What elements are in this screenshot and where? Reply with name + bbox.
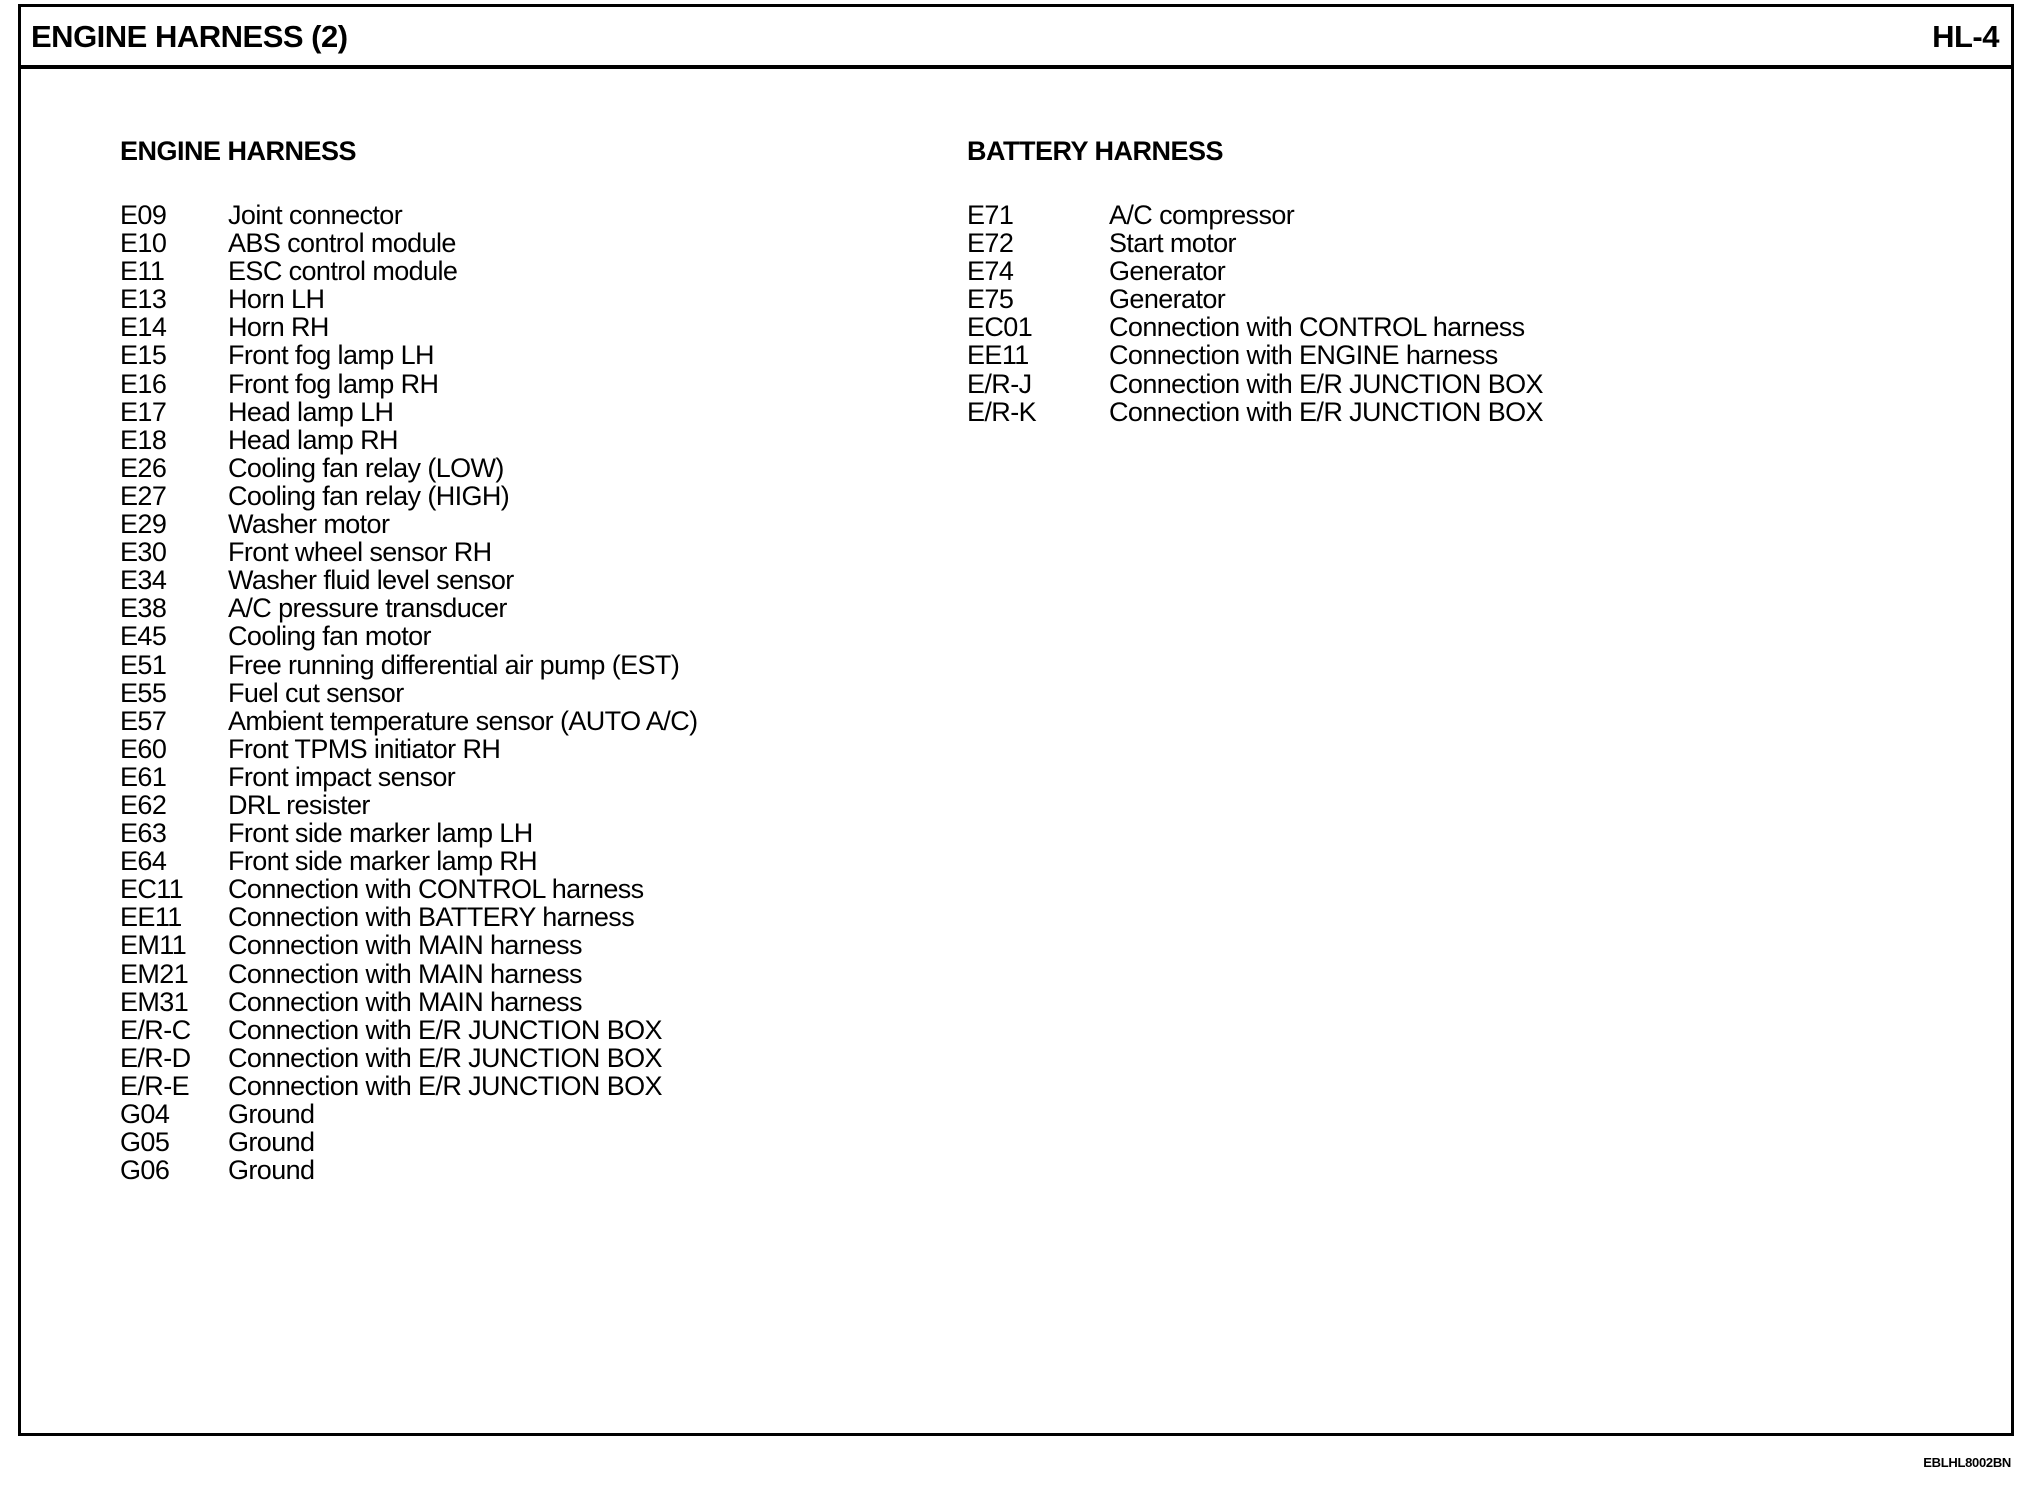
- connector-code: E27: [120, 480, 167, 511]
- connector-code: E/R-J: [967, 368, 1032, 399]
- connector-description: Cooling fan relay (LOW): [228, 452, 504, 483]
- connector-row: [120, 594, 697, 622]
- connector-description: Connection with ENGINE harness: [1109, 340, 1498, 371]
- connector-code: EC01: [967, 312, 1033, 343]
- connector-description: Ground: [228, 1099, 315, 1129]
- battery-harness-section: [967, 136, 1543, 426]
- connector-row: [120, 538, 697, 566]
- connector-row: [967, 257, 1543, 285]
- connector-code: E61: [120, 761, 167, 792]
- connector-description: Connection with E/R JUNCTION BOX: [1109, 368, 1543, 399]
- connector-description: ABS control module: [228, 228, 456, 259]
- connector-row: [967, 398, 1543, 426]
- connector-row: [120, 370, 697, 398]
- connector-code: E64: [120, 846, 167, 877]
- connector-code: E62: [120, 789, 167, 820]
- connector-code: E26: [120, 452, 167, 483]
- connector-description: Connection with MAIN harness: [228, 958, 582, 989]
- connector-description: Free running differential air pump (EST): [228, 649, 680, 680]
- battery-harness-list: [967, 201, 1543, 426]
- connector-row: [120, 313, 697, 341]
- connector-row: [120, 1044, 697, 1072]
- connector-row: [120, 229, 697, 257]
- connector-code: E60: [120, 733, 167, 764]
- engine-harness-heading: ENGINE HARNESS: [120, 136, 357, 166]
- connector-description: Generator: [1109, 256, 1226, 287]
- connector-row: [120, 988, 697, 1016]
- connector-row: [120, 875, 697, 903]
- connector-code: EE11: [120, 902, 182, 933]
- connector-row: [967, 229, 1543, 257]
- connector-description: Washer motor: [228, 509, 390, 540]
- connector-code: G05: [120, 1127, 170, 1158]
- connector-description: Connection with E/R JUNCTION BOX: [228, 1014, 662, 1045]
- connector-description: Front fog lamp LH: [228, 340, 434, 371]
- connector-code: E63: [120, 818, 167, 849]
- connector-row: [120, 257, 697, 285]
- connector-code: E/R-K: [967, 396, 1037, 427]
- connector-row: [120, 622, 697, 650]
- connector-description: Start motor: [1109, 228, 1236, 259]
- connector-description: Front side marker lamp LH: [228, 818, 533, 849]
- connector-row: [120, 960, 697, 988]
- connector-description: Ambient temperature sensor (AUTO A/C): [228, 705, 698, 736]
- connector-row: [120, 454, 697, 482]
- connector-code: E72: [967, 228, 1014, 259]
- connector-row: [120, 426, 697, 454]
- connector-description: A/C pressure transducer: [228, 593, 507, 624]
- connector-description: Head lamp RH: [228, 424, 398, 455]
- connector-code: E/R-C: [120, 1014, 191, 1045]
- connector-code: E10: [120, 228, 167, 259]
- connector-description: Ground: [228, 1127, 315, 1158]
- connector-row: [120, 763, 697, 791]
- connector-description: Cooling fan motor: [228, 621, 431, 652]
- connector-code: E17: [120, 396, 167, 427]
- connector-row: [120, 847, 697, 875]
- connector-code: E30: [120, 537, 167, 568]
- connector-description: Connection with MAIN harness: [228, 930, 582, 961]
- image-code: EBLHL8002BN: [1923, 1455, 2011, 1470]
- connector-description: Connection with E/R JUNCTION BOX: [228, 1070, 662, 1101]
- connector-row: [120, 510, 697, 538]
- connector-code: E11: [120, 256, 165, 287]
- page-title: ENGINE HARNESS (2): [31, 19, 348, 54]
- connector-description: Head lamp LH: [228, 396, 394, 427]
- connector-code: E75: [967, 284, 1014, 315]
- connector-code: EE11: [967, 340, 1029, 371]
- connector-row: [120, 1016, 697, 1044]
- connector-description: Front fog lamp RH: [228, 368, 439, 399]
- connector-row: [120, 1072, 697, 1100]
- connector-row: [967, 285, 1543, 313]
- engine-harness-list: [120, 201, 697, 1184]
- connector-row: [120, 931, 697, 959]
- connector-row: [120, 1128, 697, 1156]
- connector-code: E16: [120, 368, 167, 399]
- connector-row: [120, 819, 697, 847]
- connector-row: [120, 735, 697, 763]
- connector-description: Cooling fan relay (HIGH): [228, 480, 510, 511]
- connector-row: [967, 201, 1543, 229]
- connector-description: Front wheel sensor RH: [228, 537, 492, 568]
- connector-code: E29: [120, 509, 167, 540]
- connector-code: E74: [967, 256, 1014, 287]
- connector-description: Connection with E/R JUNCTION BOX: [228, 1042, 662, 1073]
- connector-code: E/R-E: [120, 1070, 190, 1101]
- connector-code: E51: [120, 649, 167, 680]
- connector-row: [120, 707, 697, 735]
- battery-harness-heading: BATTERY HARNESS: [967, 136, 1224, 166]
- connector-description: Connection with MAIN harness: [228, 986, 582, 1017]
- connector-code: G06: [120, 1155, 170, 1186]
- connector-code: E71: [967, 200, 1014, 230]
- connector-description: Washer fluid level sensor: [228, 565, 514, 596]
- connector-description: Fuel cut sensor: [228, 677, 404, 708]
- connector-row: [120, 903, 697, 931]
- page-code: HL-4: [1932, 19, 1999, 54]
- connector-description: Connection with E/R JUNCTION BOX: [1109, 396, 1543, 427]
- connector-row: [120, 285, 697, 313]
- connector-code: E57: [120, 705, 167, 736]
- connector-description: Front side marker lamp RH: [228, 846, 538, 877]
- connector-code: E38: [120, 593, 167, 624]
- connector-row: [120, 791, 697, 819]
- connector-row: [120, 1100, 697, 1128]
- connector-code: EC11: [120, 874, 184, 905]
- connector-code: EM31: [120, 986, 189, 1017]
- connector-description: Front TPMS initiator RH: [228, 733, 501, 764]
- connector-description: DRL resister: [228, 789, 370, 820]
- connector-row: [120, 1156, 697, 1184]
- connector-row: [120, 679, 697, 707]
- connector-code: E/R-D: [120, 1042, 191, 1073]
- connector-code: E13: [120, 284, 167, 315]
- connector-row: [120, 201, 697, 229]
- connector-description: Connection with BATTERY harness: [228, 902, 635, 933]
- connector-description: A/C compressor: [1109, 200, 1295, 230]
- connector-description: Generator: [1109, 284, 1226, 315]
- connector-code: E55: [120, 677, 167, 708]
- connector-description: Horn RH: [228, 312, 329, 343]
- connector-code: E15: [120, 340, 167, 371]
- connector-description: Connection with CONTROL harness: [1109, 312, 1525, 343]
- connector-row: [967, 313, 1543, 341]
- connector-code: E34: [120, 565, 167, 596]
- connector-code: EM11: [120, 930, 187, 961]
- connector-code: E18: [120, 424, 167, 455]
- connector-row: [120, 398, 697, 426]
- connector-code: E14: [120, 312, 167, 343]
- connector-code: E45: [120, 621, 167, 652]
- page-header: [21, 7, 2011, 69]
- connector-description: ESC control module: [228, 256, 458, 287]
- connector-row: [967, 341, 1543, 369]
- connector-row: [120, 341, 697, 369]
- engine-harness-section: [120, 136, 697, 1184]
- connector-row: [967, 370, 1543, 398]
- connector-description: Connection with CONTROL harness: [228, 874, 644, 905]
- connector-code: E09: [120, 200, 167, 230]
- connector-code: G04: [120, 1099, 170, 1129]
- connector-description: Ground: [228, 1155, 315, 1186]
- connector-description: Joint connector: [228, 200, 403, 230]
- connector-code: EM21: [120, 958, 189, 989]
- connector-row: [120, 651, 697, 679]
- connector-row: [120, 482, 697, 510]
- connector-row: [120, 566, 697, 594]
- connector-description: Horn LH: [228, 284, 325, 315]
- connector-description: Front impact sensor: [228, 761, 456, 792]
